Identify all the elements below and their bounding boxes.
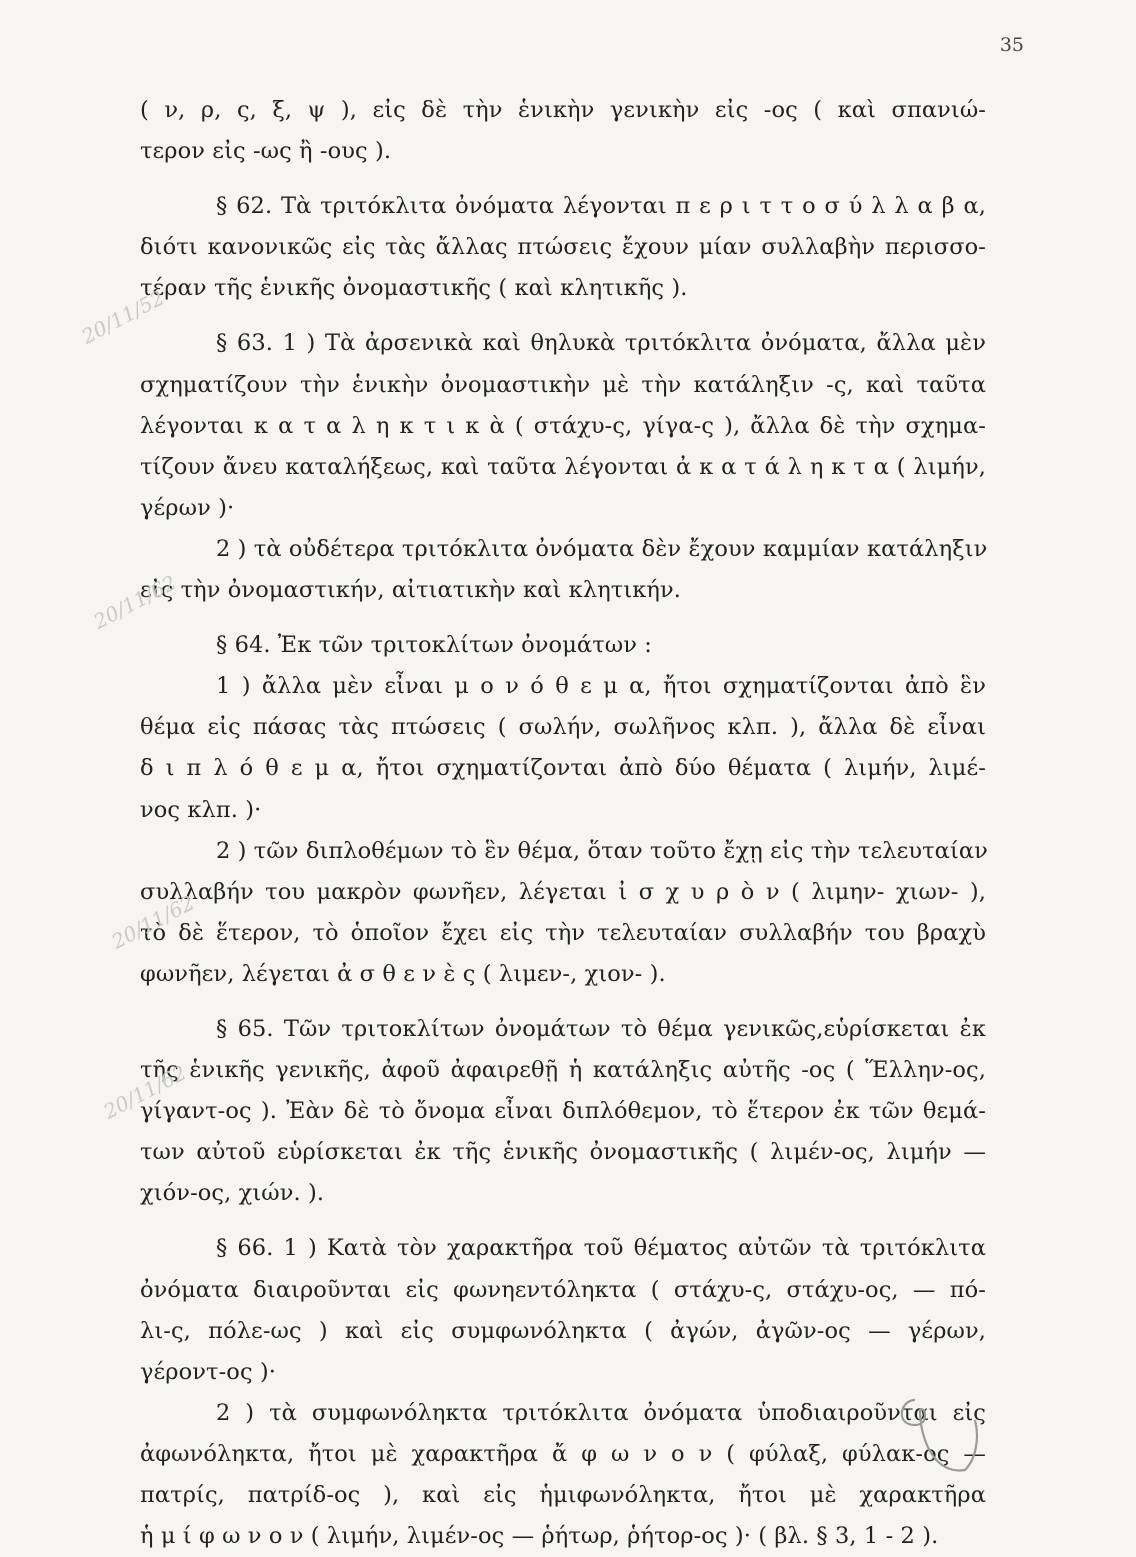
text-line: σχηματίζουν τὴν ἑνικὴν ὀνομαστικὴν μὲ τὴν κατάληξιν -ς, καὶ ταῦτα	[140, 371, 986, 398]
text-line: 2 ) τὰ οὐδέτερα τριτόκλιτα ὀνόματα δὲν ἔχουν καμμίαν κατάληξιν	[216, 535, 988, 562]
text-line: 2 ) τὰ συμφωνόληκτα τριτόκλιτα ὀνόματα ὑποδιαιροῦνται εἰς	[216, 1399, 986, 1426]
text-line: γέροντ-ος )·	[140, 1358, 277, 1385]
text-line: χιόν-ος, χιών. ).	[140, 1180, 325, 1207]
text-line: τίζουν ἄνευ καταλήξεως, καὶ ταῦτα λέγονται ἀ κ α τ ά λ η κ τ α ( λιμήν,	[140, 453, 986, 480]
text-line: 1 ) ἄλλα μὲν εἶναι μ ο ν ό θ ε μ α, ἤτοι σχηματίζονται ἀπὸ ἓν	[216, 673, 986, 700]
text-line: φωνῆεν, λέγεται ἀ σ θ ε ν ὲ ς ( λιμεν-, χιον- ).	[140, 960, 666, 987]
text-line: ἀφωνόληκτα, ἤτοι μὲ χαρακτῆρα ἄ φ ω ν ο ν ( φύλαξ, φύλακ-ος —	[140, 1440, 986, 1467]
text-line: § 62. Τὰ τριτόκλιτα ὀνόματα λέγονται π ε ρ ι τ τ ο σ ύ λ λ α β α,	[216, 193, 986, 220]
body-text	[140, 90, 986, 1557]
text-line: νος κλπ. )·	[140, 796, 262, 823]
text-line: γίγαντ-ος ). Ἐὰν δὲ τὸ ὄνομα εἶναι διπλόθεμον, τὸ ἕτερον ἐκ τῶν θεμά-	[140, 1098, 986, 1125]
text-line: ἡ μ ί φ ω ν ο ν ( λιμήν, λιμέν-ος — ῥήτωρ, ῥήτορ-ος )· ( βλ. § 3, 1 - 2 ).	[140, 1523, 939, 1550]
text-line: διότι κανονικῶς εἰς τὰς ἄλλας πτώσεις ἔχουν μίαν συλλαβὴν περισσο-	[140, 234, 986, 261]
text-line: τερον εἰς -ως ἢ -ους ).	[140, 138, 392, 165]
text-line: ὀνόματα διαιροῦνται εἰς φωνηεντόληκτα ( στάχυ-ς, στάχυ-ος, — πό-	[140, 1276, 986, 1303]
text-line: τέραν τῆς ἑνικῆς ὀνομαστικῆς ( καὶ κλητικῆς ).	[140, 275, 688, 302]
text-line: γέρων )·	[140, 494, 235, 521]
text-line: § 65. Τῶν τριτοκλίτων ὀνομάτων τὸ θέμα γενικῶς,εὑρίσκεται ἐκ	[216, 1015, 986, 1042]
text-line: δ ι π λ ό θ ε μ α, ἤτοι σχηματίζονται ἀπὸ δύο θέματα ( λιμήν, λιμέ-	[140, 755, 986, 782]
text-line: § 64. Ἐκ τῶν τριτοκλίτων ὀνομάτων :	[216, 632, 652, 659]
text-line: των αὐτοῦ εὑρίσκεται ἐκ τῆς ἑνικῆς ὀνομαστικῆς ( λιμέν-ος, λιμήν —	[140, 1139, 986, 1166]
margin-note: 20/11/62	[89, 570, 181, 634]
text-line: πατρίς, πατρίδ-ος ), καὶ εἰς ἡμιφωνόληκτα, ἤτοι μὲ χαρακτῆρα	[140, 1482, 986, 1508]
margin-note: 20/11/62	[99, 1060, 191, 1124]
text-line: τῆς ἑνικῆς γενικῆς, ἀφοῦ ἀφαιρεθῇ ἡ κατάληξις αὐτῆς -ος ( Ἕλλην-ος,	[140, 1057, 986, 1084]
text-line: συλλαβήν του μακρὸν φωνῆεν, λέγεται ἰ σ χ υ ρ ὸ ν ( λιμην- χιων- ),	[140, 878, 986, 905]
text-line: λέγονται κ α τ α λ η κ τ ι κ ὰ ( στάχυ-ς, γίγα-ς ), ἄλλα δὲ τὴν σχημα-	[140, 412, 986, 439]
text-line: § 66. 1 ) Κατὰ τὸν χαρακτῆρα τοῦ θέματος αὐτῶν τὰ τριτόκλιτα	[216, 1235, 986, 1262]
text-line: θέμα εἰς πάσας τὰς πτώσεις ( σωλήν, σωλῆνος κλπ. ), ἄλλα δὲ εἶναι	[140, 714, 986, 741]
text-line: τὸ δὲ ἕτερον, τὸ ὁποῖον ἔχει εἰς τὴν τελευταίαν συλλαβήν του βραχὺ	[140, 919, 986, 946]
margin-note: 20/11/52	[77, 285, 169, 349]
text-line: 2 ) τῶν διπλοθέμων τὸ ἓν θέμα, ὅταν τοῦτο ἔχῃ εἰς τὴν τελευταίαν	[216, 837, 988, 864]
text-line: § 63. 1 ) Τὰ ἀρσενικὰ καὶ θηλυκὰ τριτόκλιτα ὀνόματα, ἄλλα μὲν	[216, 330, 986, 357]
text-line: εἰς τὴν ὀνομαστικήν, αἰτιατικὴν καὶ κλητικήν.	[140, 577, 682, 604]
text-line: ( ν, ρ, ς, ξ, ψ ), εἰς δὲ τὴν ἑνικὴν γενικὴν εἰς -ος ( καὶ σπανιώ-	[140, 97, 986, 123]
margin-note: 20/11/62	[107, 890, 199, 954]
page-number: 35	[999, 34, 1024, 56]
handwritten-signature-mark	[880, 1380, 990, 1490]
text-line: λι-ς, πόλε-ως ) καὶ εἰς συμφωνόληκτα ( ἀγών, ἀγῶν-ος — γέρων,	[140, 1317, 986, 1344]
